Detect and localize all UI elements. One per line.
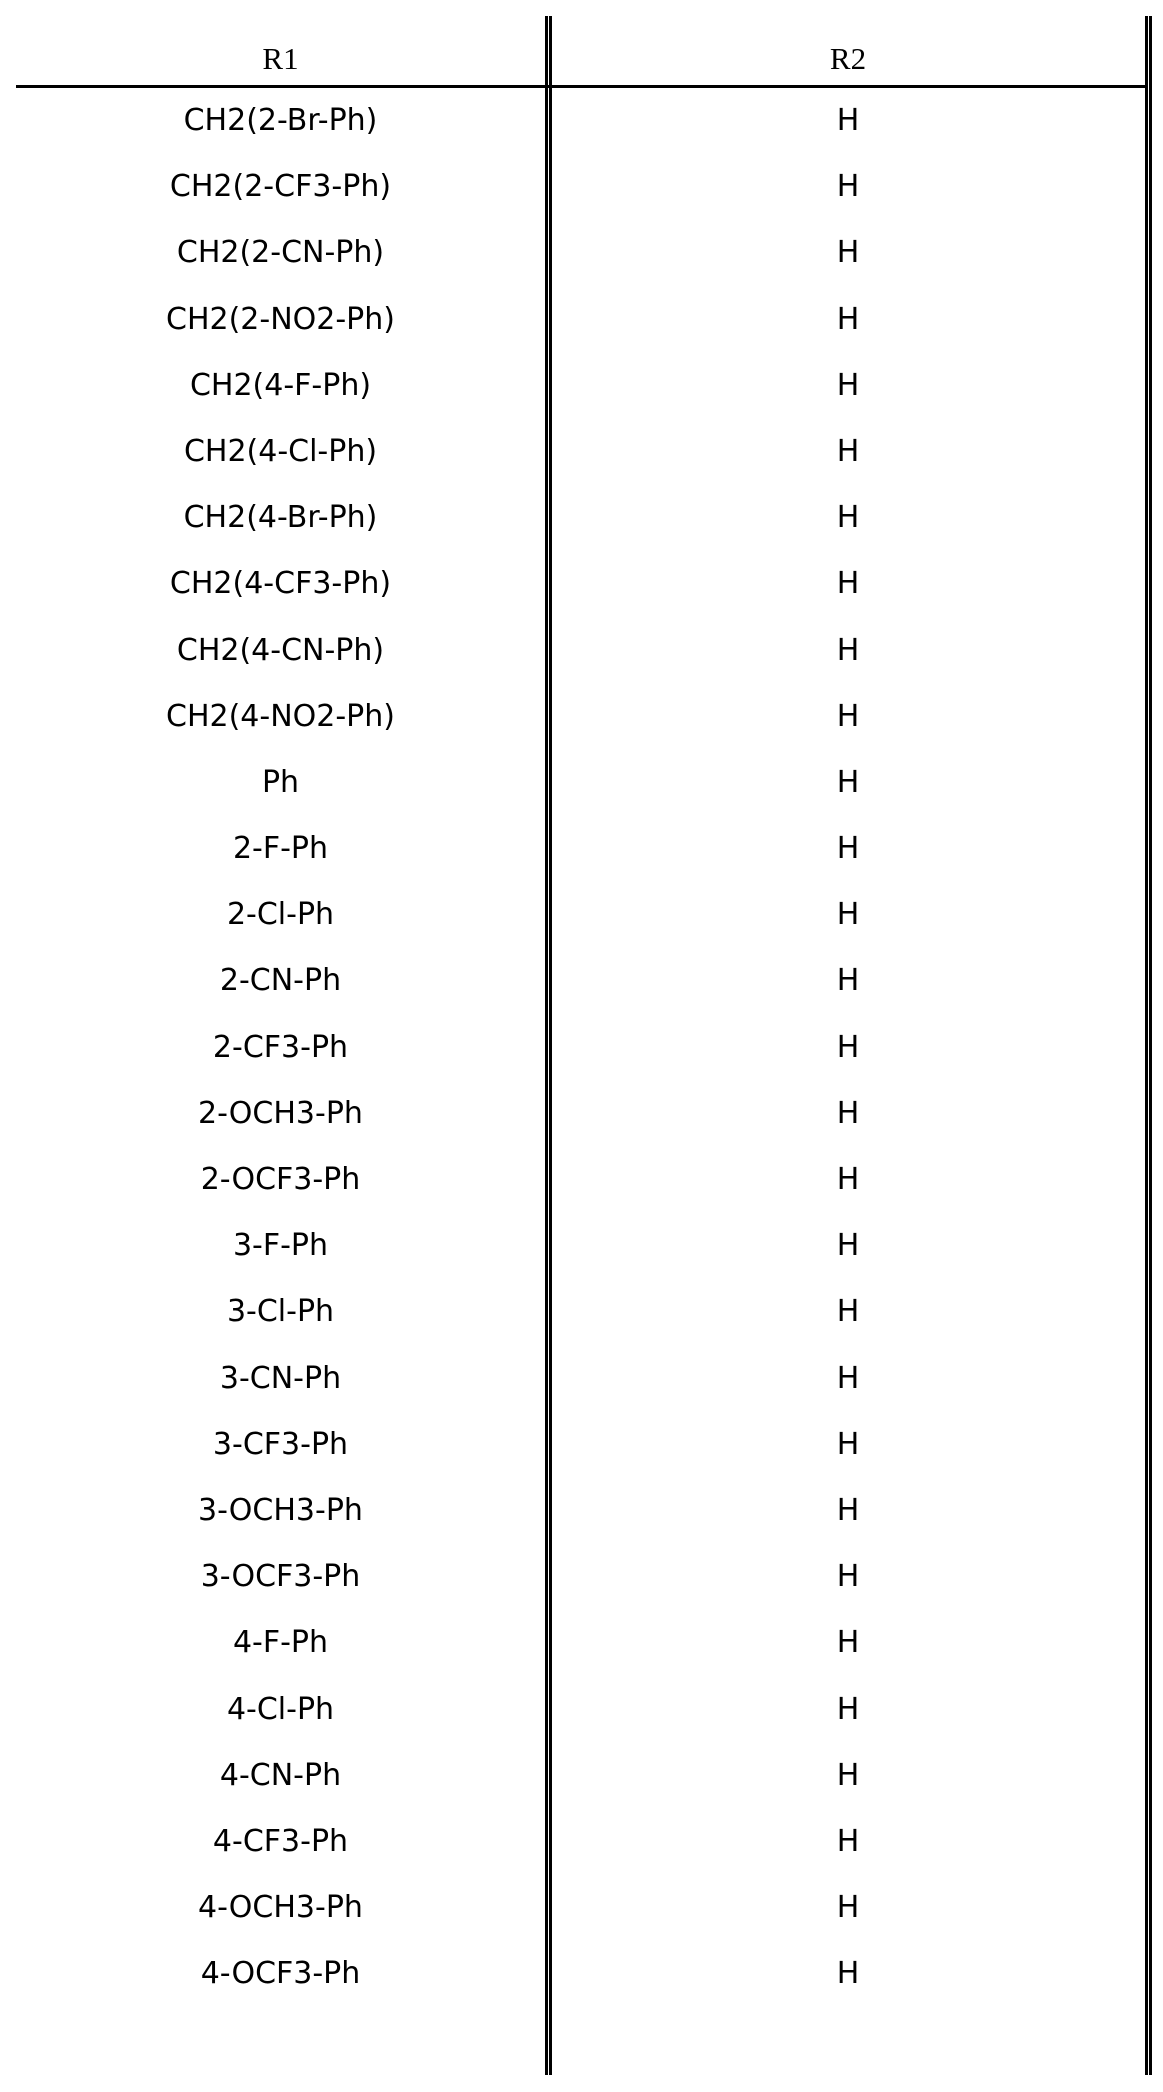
cell-r1: CH2(4-CF3-Ph) <box>169 566 392 602</box>
cell-r1: Ph <box>261 764 300 800</box>
cell-r2: H <box>836 433 860 469</box>
cell-r2: H <box>836 1228 860 1264</box>
table-row <box>16 154 1145 220</box>
cell-r2: H <box>836 235 860 271</box>
cell-r1: 4-F-Ph <box>232 1625 329 1661</box>
cell-r2: H <box>836 1095 860 1131</box>
cell-r1: 3-CF3-Ph <box>212 1426 349 1462</box>
table-row <box>16 1279 1145 1345</box>
cell-r2: H <box>836 301 860 337</box>
cell-r1: 2-Cl-Ph <box>226 897 335 933</box>
table-row <box>16 1677 1145 1743</box>
cell-r1: 2-CF3-Ph <box>212 1029 349 1065</box>
cell-r2: H <box>836 831 860 867</box>
table-row <box>16 948 1145 1014</box>
table-row <box>16 1809 1145 1875</box>
cell-r1: CH2(2-CN-Ph) <box>176 235 385 271</box>
table-row <box>16 1147 1145 1213</box>
table-row <box>16 1478 1145 1544</box>
cell-r2: H <box>836 1757 860 1793</box>
cell-r2: H <box>836 169 860 205</box>
table-row <box>16 419 1145 485</box>
cell-r2: H <box>836 963 860 999</box>
cell-r1: 3-CN-Ph <box>219 1360 342 1396</box>
table-row <box>16 1213 1145 1279</box>
cell-r2: H <box>836 1162 860 1197</box>
cell-r2: H <box>836 764 860 800</box>
cell-r1: CH2(4-NO2-Ph) <box>166 698 395 734</box>
cell-r2: H <box>836 1956 860 1992</box>
cell-r1: 4-OCH3-Ph <box>198 1890 363 1926</box>
cell-r2: H <box>836 1492 860 1528</box>
column-header-r1: R1 <box>262 41 299 76</box>
table-row <box>16 882 1145 948</box>
cell-r1: 4-OCF3-Ph <box>200 1956 361 1992</box>
cell-r2: H <box>836 1559 860 1595</box>
cell-r2: H <box>836 1029 860 1065</box>
table-row <box>16 353 1145 419</box>
cell-r1: CH2(2-NO2-Ph) <box>166 301 395 337</box>
cell-r2: H <box>836 632 860 668</box>
cell-r1: CH2(4-F-Ph) <box>189 367 372 403</box>
cell-r1: 3-F-Ph <box>232 1228 329 1264</box>
cell-r1: CH2(2-CF3-Ph) <box>169 169 392 205</box>
table-row <box>16 1610 1145 1676</box>
table-header-row <box>16 30 1145 86</box>
cell-r2: H <box>836 1294 860 1330</box>
cell-r2: H <box>836 566 860 602</box>
cell-r2: H <box>836 103 860 138</box>
cell-r1: CH2(4-Cl-Ph) <box>183 433 378 469</box>
table-row <box>16 1081 1145 1147</box>
cell-r2: H <box>836 897 860 933</box>
cell-r1: 2-F-Ph <box>232 831 329 867</box>
cell-r1: 3-OCH3-Ph <box>198 1492 363 1528</box>
table-row <box>16 88 1145 154</box>
cell-r1: 2-CN-Ph <box>219 963 342 999</box>
cell-r2: H <box>836 1426 860 1462</box>
table-row <box>16 684 1145 750</box>
cell-r1: 4-Cl-Ph <box>226 1691 335 1727</box>
table-row <box>16 287 1145 353</box>
cell-r1: CH2(2-Br-Ph) <box>183 103 378 138</box>
table-right-border <box>1145 16 1152 2075</box>
cell-r1: 2-OCH3-Ph <box>198 1095 363 1131</box>
cell-r1: 2-OCF3-Ph <box>200 1162 361 1197</box>
cell-r2: H <box>836 698 860 734</box>
table-row <box>16 1743 1145 1809</box>
table-body <box>16 88 1145 2007</box>
cell-r2: H <box>836 1890 860 1926</box>
table-row <box>16 1412 1145 1478</box>
column-header-r2: R2 <box>829 41 867 76</box>
table-row <box>16 1544 1145 1610</box>
cell-r1: 3-OCF3-Ph <box>200 1559 361 1595</box>
cell-r2: H <box>836 1691 860 1727</box>
table-row <box>16 1875 1145 1941</box>
cell-r2: H <box>836 1823 860 1859</box>
table-row <box>16 750 1145 816</box>
table-row <box>16 485 1145 551</box>
cell-r1: 4-CF3-Ph <box>212 1823 349 1859</box>
table-row <box>16 618 1145 684</box>
cell-r1: CH2(4-CN-Ph) <box>176 632 385 668</box>
cell-r2: H <box>836 500 860 536</box>
table-row <box>16 1941 1145 2007</box>
cell-r2: H <box>836 367 860 403</box>
table-row <box>16 551 1145 617</box>
table-row <box>16 1346 1145 1412</box>
cell-r1: 3-Cl-Ph <box>226 1294 335 1330</box>
cell-r1: CH2(4-Br-Ph) <box>183 500 378 536</box>
table-row <box>16 816 1145 882</box>
table-row <box>16 220 1145 286</box>
cell-r1: 4-CN-Ph <box>219 1757 342 1793</box>
cell-r2: H <box>836 1360 860 1396</box>
cell-r2: H <box>836 1625 860 1661</box>
table-row <box>16 1015 1145 1081</box>
